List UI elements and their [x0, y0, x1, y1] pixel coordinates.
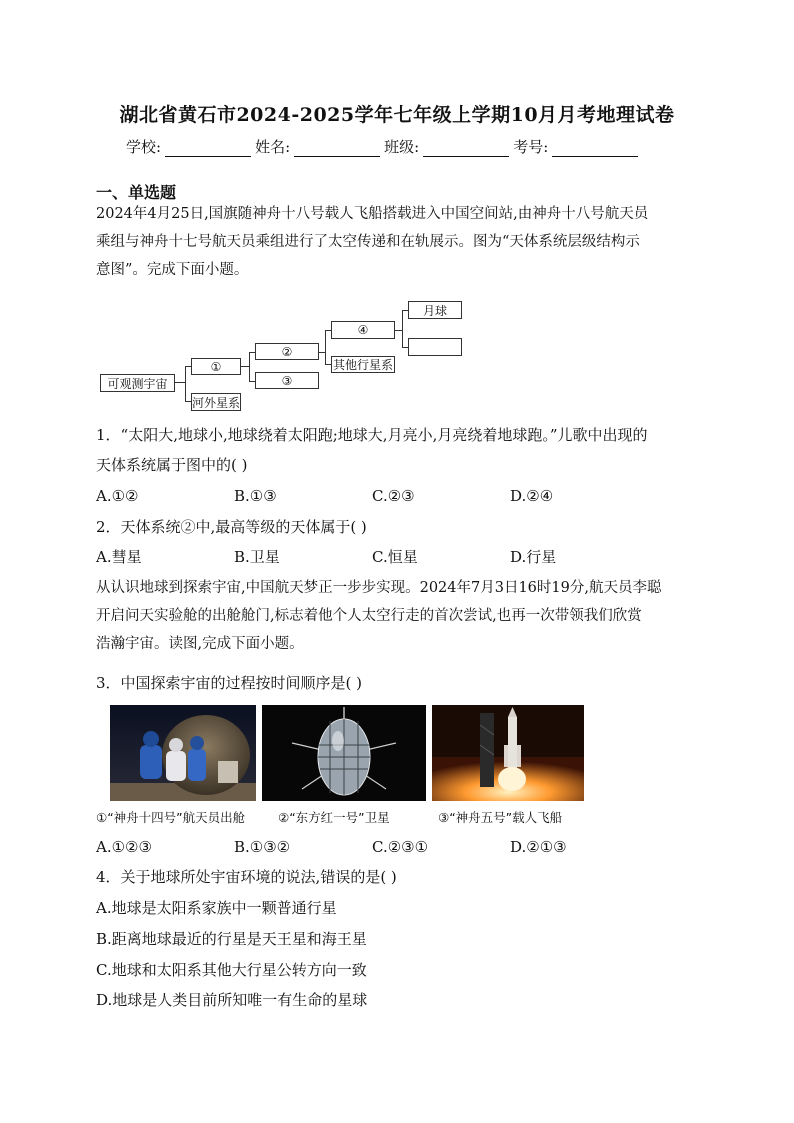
passage-1 [96, 200, 700, 284]
class-blank[interactable] [423, 140, 509, 157]
passage-2-line: 从认识地球到探索宇宙,中国航天梦正一步步实现。2024年7月3日16时19分,航天员李聪 [96, 580, 662, 596]
rocket-launch-image [432, 705, 584, 801]
question-1-line: 天体系统属于图中的( ) [96, 456, 248, 474]
connector-line [185, 366, 186, 401]
option-d[interactable]: D.②①③ [510, 838, 567, 856]
class-label: 班级: [384, 138, 420, 156]
connector-line [402, 310, 403, 347]
option-a[interactable]: A.①②③ [96, 838, 152, 856]
passage-2 [96, 574, 700, 658]
astronaut-capsule-image [110, 705, 256, 801]
student-info-row [126, 136, 686, 157]
box-observable-universe: 可观测宇宙 [100, 374, 175, 392]
school-label: 学校: [126, 138, 162, 156]
option-d[interactable]: D.行星 [510, 548, 557, 566]
connector-line [241, 366, 249, 367]
option-a[interactable]: A.彗星 [96, 548, 142, 566]
option-a[interactable]: A.地球是太阳系家族中一颗普通行星 [96, 899, 337, 917]
photo-astronaut-exit [110, 705, 256, 801]
school-blank[interactable] [165, 140, 251, 157]
celestial-hierarchy-diagram [96, 296, 476, 416]
box-extragalactic: 河外星系 [191, 393, 241, 411]
connector-line [325, 330, 326, 364]
question-1 [96, 420, 700, 480]
satellite-image [262, 705, 426, 801]
option-b[interactable]: B.卫星 [234, 548, 280, 566]
option-b[interactable]: B.①③② [234, 838, 291, 856]
section-heading: 一、单选题 [96, 183, 177, 202]
caption-photo-1: ①“神舟十四号”航天员出舱 [96, 810, 246, 825]
exam-title: 湖北省黄石市2024-2025学年七年级上学期10月月考地理试卷 [119, 104, 675, 126]
option-c[interactable]: C.恒星 [372, 548, 418, 566]
box-2: ② [255, 343, 319, 360]
caption-photo-2: ②“东方红一号”卫星 [278, 810, 390, 825]
box-blank[interactable] [408, 338, 462, 356]
name-blank[interactable] [294, 140, 380, 157]
caption-photo-3: ③“神舟五号”载人飞船 [438, 810, 563, 825]
option-c[interactable]: C.②③① [372, 838, 429, 856]
photo-dfh1-satellite [262, 705, 426, 801]
box-1: ① [191, 358, 241, 375]
option-c[interactable]: C.地球和太阳系其他大行星公转方向一致 [96, 961, 367, 979]
passage-2-line: 浩瀚宇宙。读图,完成下面小题。 [96, 636, 304, 652]
number-blank[interactable] [552, 140, 638, 157]
question-2: 2．天体系统②中,最高等级的天体属于( ) [96, 518, 367, 536]
passage-1-line: 乘组与神舟十七号航天员乘组进行了太空传递和在轨展示。图为“天体系统层级结构示 [96, 234, 640, 250]
passage-1-line: 意图”。完成下面小题。 [96, 262, 249, 278]
option-b[interactable]: B.距离地球最近的行星是天王星和海王星 [96, 930, 367, 948]
passage-1-line: 2024年4月25日,国旗随神舟十八号载人飞船搭载进入中国空间站,由神舟十八号航天员 [96, 206, 649, 222]
option-c[interactable]: C.②③ [372, 487, 415, 505]
box-3: ③ [255, 372, 319, 389]
connector-line [395, 330, 402, 331]
connector-line [175, 382, 185, 383]
option-a[interactable]: A.①② [96, 487, 139, 505]
option-b[interactable]: B.①③ [234, 487, 277, 505]
name-label: 姓名: [255, 138, 291, 156]
connector-line [249, 352, 250, 381]
question-1-line: 1．“太阳大,地球小,地球绕着太阳跑;地球大,月亮小,月亮绕着地球跑。”儿歌中出现的 [96, 426, 648, 444]
box-moon: 月球 [408, 301, 462, 319]
option-d[interactable]: D.②④ [510, 487, 554, 505]
photo-shenzhou5-launch [432, 705, 584, 801]
passage-2-line: 开启问天实验舱的出舱舱门,标志着他个人太空行走的首次尝试,也再一次带领我们欣赏 [96, 608, 642, 624]
box-other-planetary: 其他行星系 [332, 358, 393, 372]
box-4: ④ [331, 321, 395, 339]
question-3-options [96, 832, 700, 862]
option-d[interactable]: D.地球是人类目前所知唯一有生命的星球 [96, 991, 368, 1009]
number-label: 考号: [513, 138, 549, 156]
question-3: 3．中国探索宇宙的过程按时间顺序是( ) [96, 674, 363, 692]
question-2-options [96, 542, 700, 572]
question-1-options [96, 481, 700, 511]
question-4: 4．关于地球所处宇宙环境的说法,错误的是( ) [96, 868, 397, 886]
